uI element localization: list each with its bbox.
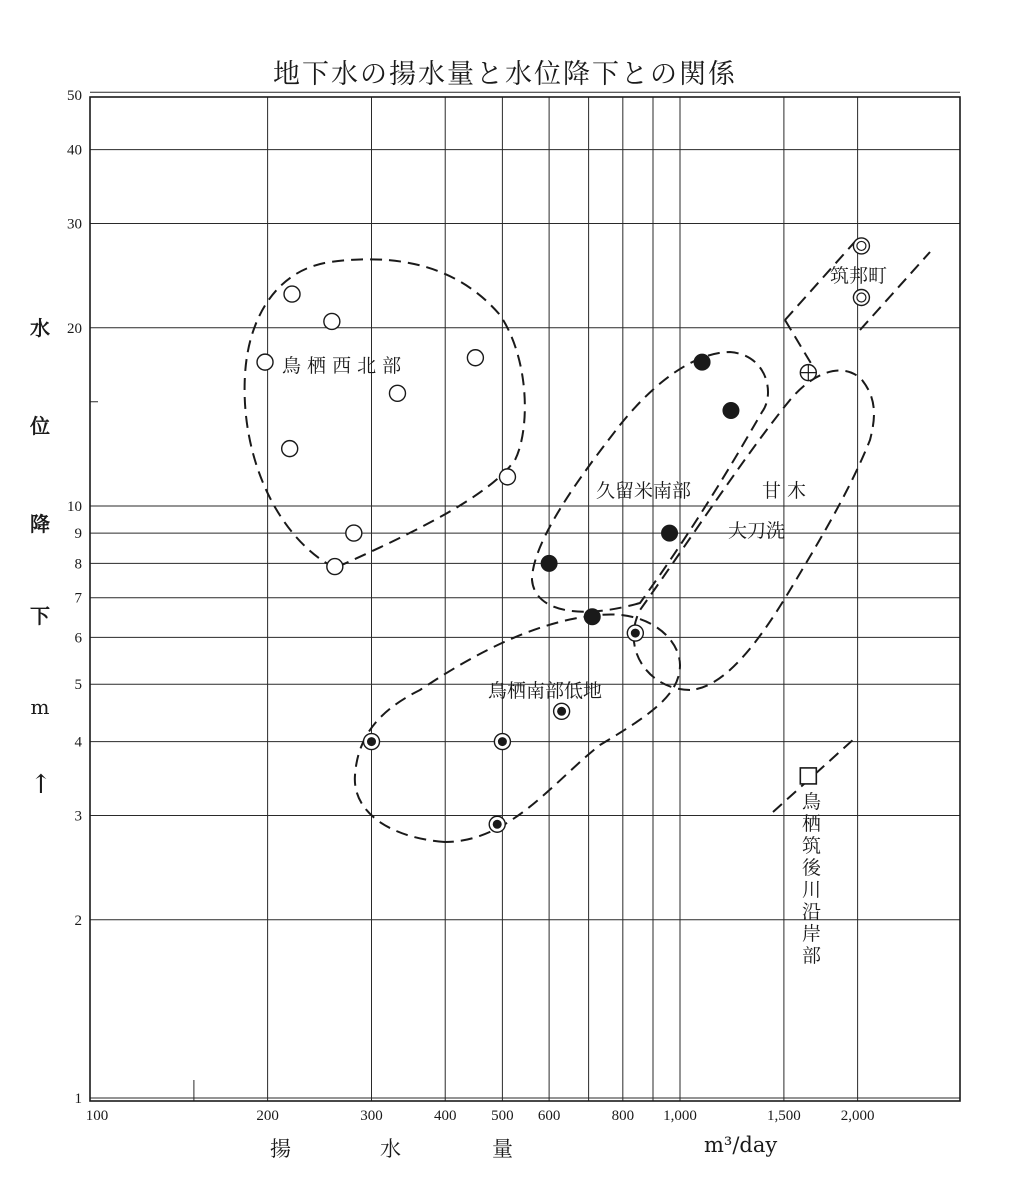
x-axis-label-char-1: 揚 bbox=[270, 1137, 291, 1161]
point-dotted-circle bbox=[554, 703, 570, 719]
y-tick-label: 5 bbox=[74, 677, 82, 694]
x-tick-label: 500 bbox=[491, 1108, 514, 1124]
y-tick-label: 30 bbox=[67, 216, 82, 233]
point-open-square bbox=[800, 768, 816, 784]
y-axis-label-char-4: 下 bbox=[30, 604, 50, 628]
grid bbox=[90, 92, 960, 1101]
point-double-circle bbox=[853, 238, 869, 254]
y-tick-label: 9 bbox=[74, 526, 82, 543]
point-open-circle bbox=[327, 559, 343, 575]
label-chikuho: 筑邦町 bbox=[830, 265, 888, 287]
chart-title: 地下水の揚水量と水位降下との関係 bbox=[273, 59, 737, 90]
y-tick-label: 50 bbox=[67, 88, 82, 105]
point-double-circle bbox=[853, 290, 869, 306]
point-open-circle bbox=[467, 350, 483, 366]
x-tick-label: 1,500 bbox=[767, 1108, 801, 1124]
x-axis-label-char-2: 水 bbox=[380, 1137, 401, 1161]
y-tick-label: 20 bbox=[67, 320, 82, 337]
label-tosu-river-char: 筑 bbox=[802, 835, 822, 857]
x-tick-label: 600 bbox=[537, 1108, 561, 1124]
label-kurume-south: 久留米南部 bbox=[596, 480, 692, 502]
y-tick-label: 1 bbox=[74, 1091, 82, 1107]
x-tick-label: 300 bbox=[360, 1108, 383, 1124]
label-tosu-river-char: 鳥 bbox=[802, 791, 822, 813]
label-tosu-river-char: 川 bbox=[802, 879, 822, 901]
y-tick-label: 10 bbox=[67, 499, 82, 515]
y-tick-label: 4 bbox=[74, 734, 82, 751]
point-open-circle bbox=[346, 525, 362, 541]
point-dotted-circle bbox=[489, 816, 505, 832]
region-chikuho-lower bbox=[860, 252, 930, 330]
point-filled-circle bbox=[662, 525, 678, 541]
label-amagi-line1: 甘 木 bbox=[762, 480, 807, 502]
label-tosu-river-char: 栖 bbox=[802, 813, 822, 835]
region-tosu-northwest bbox=[245, 259, 525, 568]
plot-frame bbox=[90, 97, 960, 1101]
point-open-circle bbox=[389, 385, 405, 401]
y-axis-label-char-2: 位 bbox=[30, 414, 50, 438]
label-tosu-river-char: 岸 bbox=[802, 923, 822, 945]
region-boundaries bbox=[245, 236, 930, 842]
y-tick-label: 8 bbox=[74, 556, 82, 573]
x-tick-labels bbox=[86, 1108, 875, 1124]
point-dotted-circle bbox=[494, 734, 510, 750]
point-filled-circle bbox=[584, 609, 600, 625]
point-dotted-circle bbox=[364, 734, 380, 750]
point-filled-circle bbox=[694, 354, 710, 370]
label-tosu-south: 鳥栖南部低地 bbox=[488, 680, 603, 702]
y-axis-label-char-3: 降 bbox=[30, 512, 50, 536]
x-tick-label: 200 bbox=[256, 1108, 279, 1124]
y-tick-label: 7 bbox=[74, 590, 82, 607]
y-tick-label: 40 bbox=[67, 142, 82, 159]
x-tick-label: 2,000 bbox=[840, 1108, 875, 1124]
point-filled-circle bbox=[541, 555, 557, 571]
y-tick-label: 3 bbox=[74, 808, 82, 825]
label-tosu-river-char: 部 bbox=[802, 945, 822, 967]
y-tick-label: 6 bbox=[74, 630, 82, 647]
x-tick-label: 400 bbox=[433, 1108, 457, 1124]
label-amagi-line2: 大刀洗 bbox=[728, 520, 786, 542]
x-tick-label: 800 bbox=[611, 1108, 635, 1124]
y-axis-label-unit: m bbox=[30, 695, 50, 719]
point-open-circle bbox=[499, 469, 515, 485]
y-tick-labels bbox=[67, 88, 83, 1107]
region-tosu-south bbox=[355, 614, 680, 842]
y-tick-label: 2 bbox=[74, 912, 82, 929]
y-axis-arrow: ↑ bbox=[30, 770, 52, 800]
label-tosu-northwest: 鳥 栖 西 北 部 bbox=[282, 355, 402, 377]
label-tosu-river-char: 沿 bbox=[802, 901, 822, 923]
point-open-circle bbox=[282, 441, 298, 457]
plot-border bbox=[90, 97, 960, 1101]
x-axis-unit: m³/day bbox=[704, 1133, 778, 1157]
y-axis-label-char-1: 水 bbox=[30, 316, 50, 340]
x-axis-label-char-3: 量 bbox=[492, 1137, 513, 1161]
label-tosu-river-char: 後 bbox=[802, 857, 822, 879]
point-open-circle bbox=[324, 313, 340, 329]
point-dotted-circle bbox=[627, 625, 643, 641]
x-tick-label: 100 bbox=[85, 1108, 109, 1124]
point-open-circle bbox=[257, 354, 273, 370]
point-filled-circle bbox=[723, 402, 739, 418]
x-tick-label: 1,000 bbox=[663, 1108, 697, 1124]
point-crossed-circle bbox=[800, 365, 816, 381]
point-open-circle bbox=[284, 286, 300, 302]
